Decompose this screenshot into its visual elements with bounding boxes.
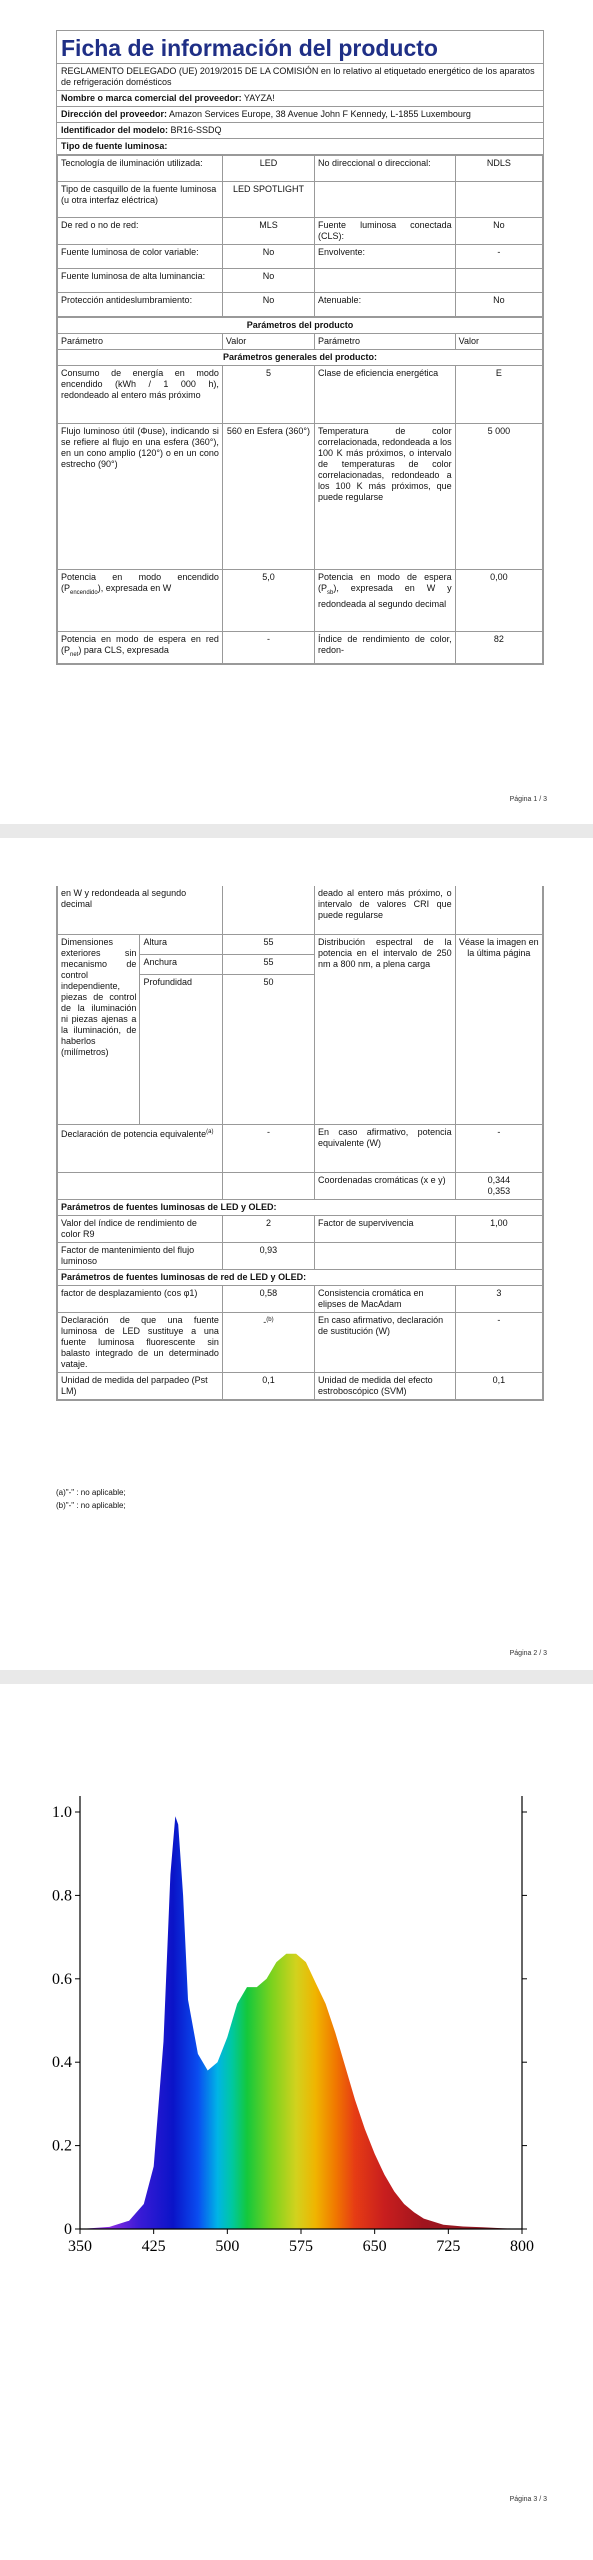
param-value <box>455 886 542 934</box>
param-value: 5,0 <box>222 570 314 632</box>
param-label: Potencia en modo encendido $(P_{encendido})$, expresada en W <box>58 570 223 632</box>
param-label: en W y redondeada al segundo decimal <box>58 886 223 934</box>
page-number: Página 1 / 3 <box>509 796 547 803</box>
param-label: deado al entero más próximo, o intervalo de valores CRI que puede regularse <box>315 886 456 934</box>
led-header: Parámetros de fuentes luminosas de LED y OLED: <box>58 1199 543 1215</box>
footnote-b: (b)"-" : no aplicable; <box>56 1501 126 1510</box>
param-value <box>222 886 314 934</box>
address-row <box>57 107 543 123</box>
param-value: 5 000 <box>455 424 542 570</box>
param-label: Fuente luminosa de color variable: <box>58 245 223 269</box>
param-value: 0,58 <box>222 1285 314 1312</box>
param-value: 0,93 <box>222 1242 314 1269</box>
regulation-text: REGLAMENTO DELEGADO (UE) 2019/2015 DE LA COMISIÓN en lo relativo al etiquetado energético de los aparatos de refrigeración domésticos <box>57 64 543 91</box>
supplier-label: Nombre o marca comercial del proveedor: <box>61 93 242 103</box>
x-tick-label: 575 <box>289 2238 313 2255</box>
param-label <box>315 182 456 218</box>
param-value: -$^{(b)}$ <box>222 1312 314 1372</box>
param-label: Tipo de casquillo de la fuente luminosa (u otra interfaz eléctrica) <box>58 182 223 218</box>
address-value: Amazon Services Europe, 38 Avenue John F Kennedy, L-1855 Luxembourg <box>169 109 471 119</box>
param-label: Envolvente: <box>315 245 456 269</box>
col-value-2: Valor <box>455 334 542 350</box>
x-tick-label: 650 <box>362 2238 387 2255</box>
model-label: Identificador del modelo: <box>61 125 169 135</box>
param-value <box>455 269 542 293</box>
page-1 <box>0 0 593 824</box>
model-row <box>57 123 543 139</box>
dimensions-row <box>58 934 543 954</box>
product-sheet-frame <box>56 30 544 665</box>
page-3 <box>0 1684 593 2560</box>
param-label: Factor de mantenimiento del flujo luminoso <box>58 1242 223 1269</box>
param-label: Potencia en modo de espera $(P_{sb})$, expresada en W y redondeada al segundo decimal <box>315 570 456 632</box>
y-tick-label: 0.4 <box>52 2054 72 2072</box>
param-value: - <box>222 1124 314 1172</box>
param-label: Unidad de medida del parpadeo (Pst LM) <box>58 1372 223 1399</box>
x-tick-label: 350 <box>68 2238 92 2255</box>
chromaticity-value: 0,344 0,353 <box>455 1172 542 1199</box>
param-value: LED <box>222 156 314 182</box>
table-row <box>58 1172 543 1199</box>
param-label: No direccional o direccional: <box>315 156 456 182</box>
param-value: - <box>455 245 542 269</box>
param-label <box>315 1242 456 1269</box>
spectrum-area <box>80 1816 522 2229</box>
table-row <box>58 570 543 632</box>
type-header: Tipo de fuente luminosa: <box>57 139 543 155</box>
param-label: Protección antideslumbramiento: <box>58 293 223 317</box>
param-label: Potencia en modo de espera en red $(P_{net})$ para CLS, expresada <box>58 632 223 664</box>
footnotes <box>56 1486 126 1512</box>
param-label: Temperatura de color correlacionada, redondeada a los 100 K más próximos, o intervalo de temperaturas de color correlacionadas, redondeado a los 100 K más próximos, que puede regularse <box>315 424 456 570</box>
dim-value-height: 55 <box>222 934 314 954</box>
page-2 <box>0 838 593 1670</box>
table-row <box>58 1372 543 1399</box>
footnote-a: (a)"-" : no aplicable; <box>56 1488 126 1497</box>
param-value: 560 en Esfera (360°) <box>222 424 314 570</box>
param-value <box>455 1242 542 1269</box>
param-value: 5 <box>222 366 314 424</box>
table-row <box>58 1312 543 1372</box>
param-value <box>455 182 542 218</box>
mains-header: Parámetros de fuentes luminosas de red de LED y OLED: <box>58 1269 543 1285</box>
y-tick-label: 0.8 <box>52 1887 72 1905</box>
table-row <box>58 366 543 424</box>
col-value-1: Valor <box>222 334 314 350</box>
supplier-value: YAYZA! <box>243 93 275 103</box>
dim-name-depth: Profundidad <box>140 974 222 1124</box>
param-label: Factor de supervivencia <box>315 1215 456 1242</box>
x-tick-label: 425 <box>141 2238 166 2255</box>
param-value: 82 <box>455 632 542 664</box>
x-tick-label: 800 <box>510 2238 534 2255</box>
param-value: LED SPOTLIGHT <box>222 182 314 218</box>
param-value: 0,1 <box>455 1372 542 1399</box>
dim-name-height: Altura <box>140 934 222 954</box>
param-value: 1,00 <box>455 1215 542 1242</box>
param-label: Declaración de potencia equivalente$^{(a)}$ <box>58 1124 223 1172</box>
address-label: Dirección del proveedor: <box>61 109 168 119</box>
product-sheet-frame-continued <box>56 886 544 1401</box>
param-label: Atenuable: <box>315 293 456 317</box>
param-label: Valor del índice de rendimiento de color R9 <box>58 1215 223 1242</box>
param-value: 0,00 <box>455 570 542 632</box>
spectral-distribution-chart <box>40 1774 560 2334</box>
y-tick-label: 0 <box>64 2221 72 2238</box>
page-number: Página 2 / 3 <box>509 1650 547 1657</box>
table-row <box>58 1215 543 1242</box>
param-label: De red o no de red: <box>58 218 223 245</box>
param-label: Índice de rendimiento de color, redon- <box>315 632 456 664</box>
param-label: Consistencia cromática en elipses de MacAdam <box>315 1285 456 1312</box>
params-table <box>57 317 543 664</box>
table-row <box>58 886 543 934</box>
param-value: 2 <box>222 1215 314 1242</box>
param-label: Clase de eficiencia energética <box>315 366 456 424</box>
table-row <box>58 269 543 293</box>
supplier-row <box>57 91 543 107</box>
param-label: Fuente luminosa conectada (CLS): <box>315 218 456 245</box>
param-value: NDLS <box>455 156 542 182</box>
param-value: - <box>455 1124 542 1172</box>
table-row <box>58 1124 543 1172</box>
table-row <box>58 245 543 269</box>
param-label: Unidad de medida del efecto estroboscópico (SVM) <box>315 1372 456 1399</box>
param-value: No <box>222 269 314 293</box>
table-row <box>58 218 543 245</box>
params-table-continued <box>57 886 543 1400</box>
param-label: Coordenadas cromáticas (x e y) <box>315 1172 456 1199</box>
param-value: 3 <box>455 1285 542 1312</box>
y-tick-label: 1.0 <box>52 1804 72 1821</box>
param-label: Flujo luminoso útil (Φuse), indicando si se refiere al flujo en una esfera (360°), en un cono amplio (120°) o en un cono estrecho (90°) <box>58 424 223 570</box>
col-param-1: Parámetro <box>58 334 223 350</box>
table-row <box>58 293 543 317</box>
param-label: En caso afirmativo, declaración de sustitución (W) <box>315 1312 456 1372</box>
model-value: BR16-SSDQ <box>170 125 222 135</box>
param-label <box>58 1172 223 1199</box>
x-tick-label: 725 <box>436 2238 461 2255</box>
param-label <box>315 269 456 293</box>
param-label: Consumo de energía en modo encendido (kWh / 1 000 h), redondeado al entero más próximo <box>58 366 223 424</box>
param-value: No <box>455 293 542 317</box>
table-row <box>58 632 543 664</box>
param-value: No <box>222 293 314 317</box>
param-label: Declaración de que una fuente luminosa de LED sustituye a una fuente luminosa fluorescente sin balasto integrado de un determinado vataje. <box>58 1312 223 1372</box>
param-value: E <box>455 366 542 424</box>
dimensions-label: Dimensiones exteriores sin mecanismo de control independiente, piezas de control de la iluminación ni piezas ajenas a la iluminación, de haberlos (milímetros) <box>58 934 140 1124</box>
x-tick-label: 500 <box>215 2238 240 2255</box>
param-value: 0,1 <box>222 1372 314 1399</box>
param-value: MLS <box>222 218 314 245</box>
param-value: - <box>455 1312 542 1372</box>
col-param-2: Parámetro <box>315 334 456 350</box>
param-value <box>222 1172 314 1199</box>
table-row <box>58 1242 543 1269</box>
dim-value-width: 55 <box>222 954 314 974</box>
table-row <box>58 1285 543 1312</box>
spectral-value: Véase la imagen en la última página <box>455 934 542 1124</box>
y-tick-label: 0.2 <box>52 2137 72 2155</box>
dim-name-width: Anchura <box>140 954 222 974</box>
param-value: No <box>222 245 314 269</box>
table-row <box>58 424 543 570</box>
general-header: Parámetros generales del producto: <box>58 350 543 366</box>
table-row <box>58 182 543 218</box>
param-value: - <box>222 632 314 664</box>
param-label: En caso afirmativo, potencia equivalente (W) <box>315 1124 456 1172</box>
type-table <box>57 155 543 317</box>
sheet-title: Ficha de información del producto <box>57 31 543 64</box>
param-label: Fuente luminosa de alta luminancia: <box>58 269 223 293</box>
table-row <box>58 156 543 182</box>
param-value: No <box>455 218 542 245</box>
param-label: Tecnología de iluminación utilizada: <box>58 156 223 182</box>
spectral-label: Distribución espectral de la potencia en el intervalo de 250 nm a 800 nm, a plena carga <box>315 934 456 1124</box>
page-number: Página 3 / 3 <box>509 2496 547 2503</box>
y-tick-label: 0.6 <box>52 1970 72 1988</box>
dim-value-depth: 50 <box>222 974 314 1124</box>
param-label: factor de desplazamiento (cos φ1) <box>58 1285 223 1312</box>
params-header: Parámetros del producto <box>58 318 543 334</box>
